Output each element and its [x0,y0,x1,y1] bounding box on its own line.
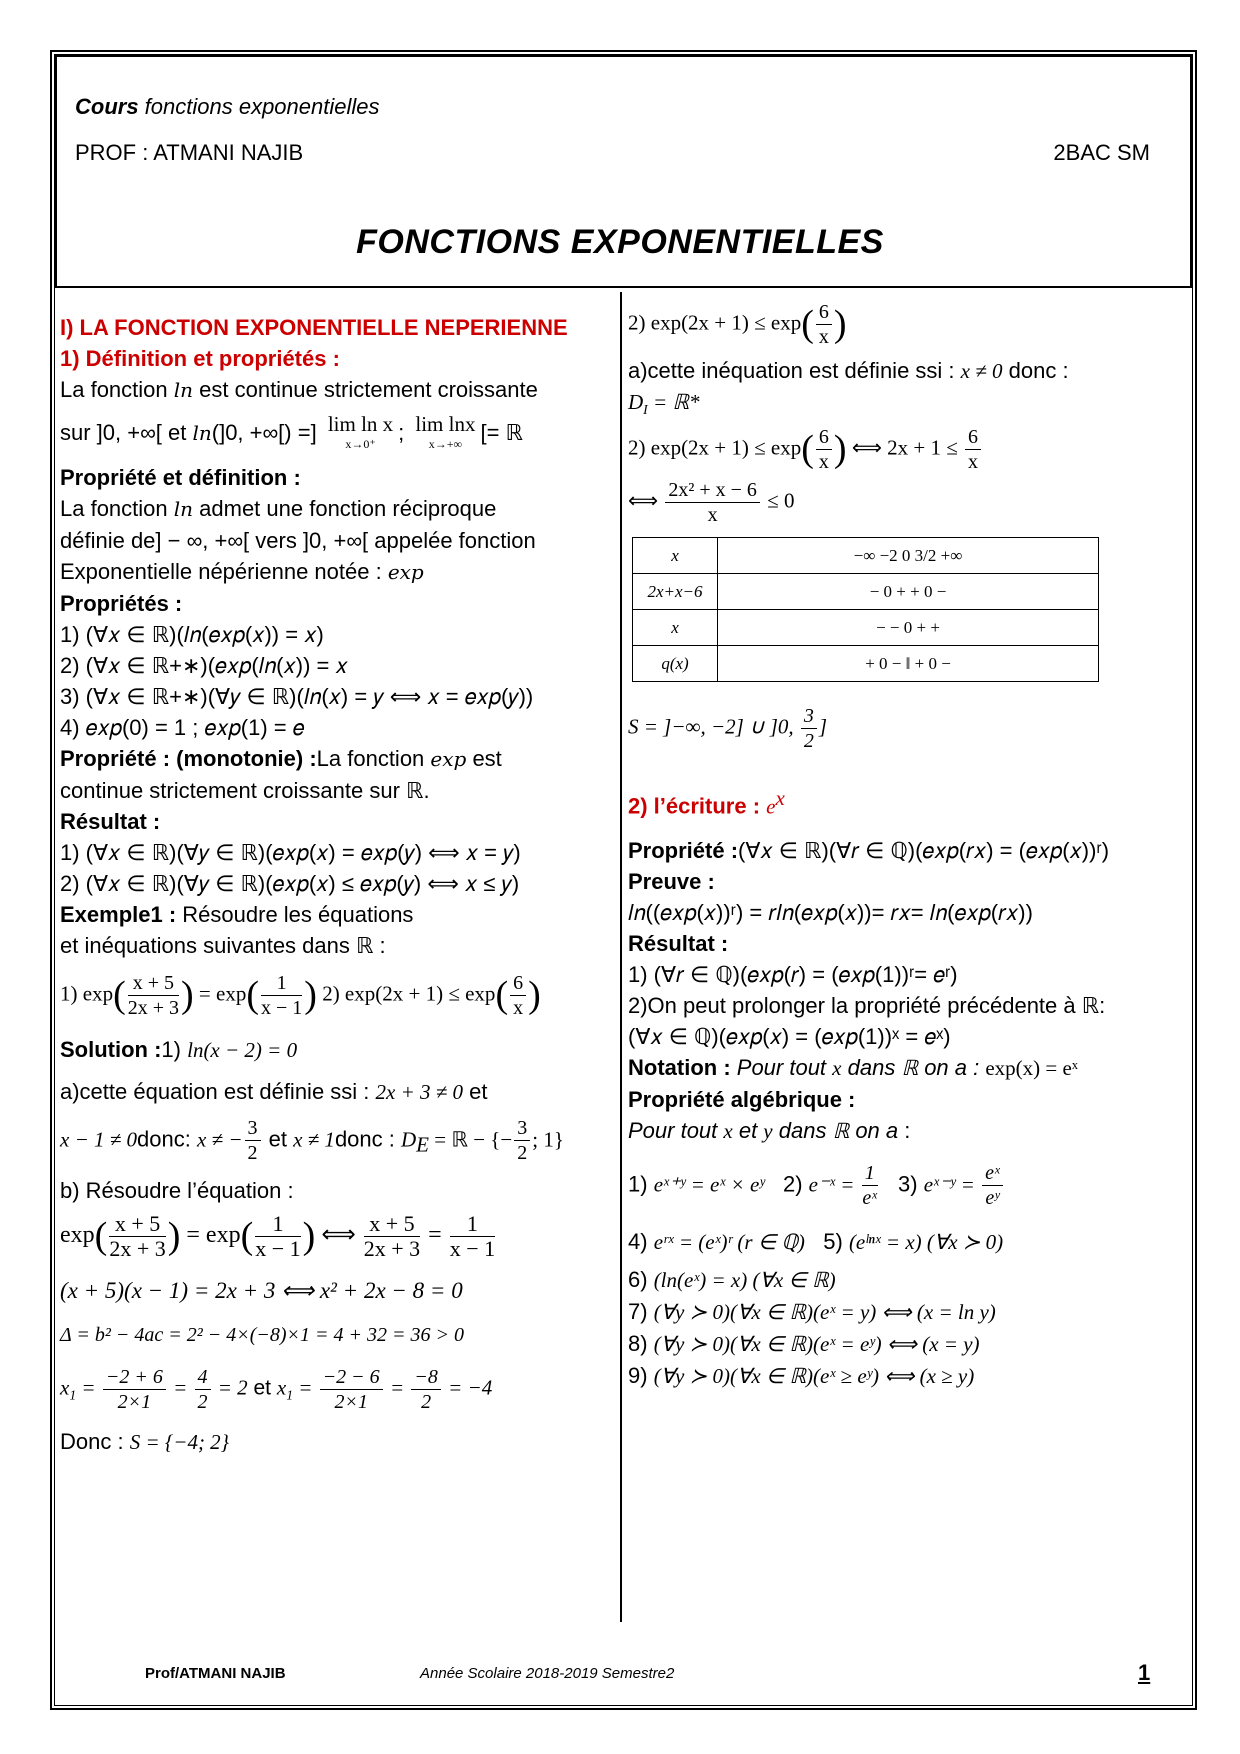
equation: exp( $\frac{x + 5}{2x + 3}$ ) = exp( $\frac{1}{x - 1}$ ) ⟺ $\frac{x + 5}{2x + 3}$ = $\frac{1}{x - 1}$ [60,1211,496,1261]
formula-row: 8) (∀y ≻ 0)(∀x ∈ ℝ)(eˣ = eʸ) ⟺ (x = y) [628,1330,980,1356]
equation: Δ = b² − 4ac = 2² − 4×(−8)×1 = 4 + 32 = 36 > 0 [60,1324,465,1346]
result-item: 2) (∀𝑥 ∈ ℝ)(∀𝑦 ∈ ℝ)(𝑒𝑥𝑝(𝑥) ≤ 𝑒𝑥𝑝(𝑦) ⟺ 𝑥 ≤ 𝑦) [60,871,520,896]
paragraph: La fonction ln admet une fonction réciproque [60,496,497,521]
equation: 2) exp(2x + 1) ≤ exp( $\frac{6}{x}$ ) [628,301,847,348]
proof: 𝑙𝑛((𝑒𝑥𝑝(𝑥))ʳ) = 𝑟𝑙𝑛(𝑒𝑥𝑝(𝑥))= 𝑟𝑥= 𝑙𝑛(𝑒𝑥𝑝(𝑟𝑥)) [628,899,1033,925]
table-row: 2x+x−6 − 0 + + 0 − [633,574,1099,610]
property-item: 2) (∀𝑥 ∈ ℝ+∗)(𝑒𝑥𝑝(𝑙𝑛(𝑥)) = 𝑥 [60,653,348,678]
professor-name: PROF : ATMANI NAJIB [75,140,304,165]
paragraph: b) Résoudre l’équation : [60,1178,294,1203]
course-label: Cours fonctions exponentielles [75,94,380,119]
paragraph: Exemple1 : Résoudre les équations [60,902,414,927]
left-column [60,312,615,1458]
subsection-title: 2) l’écriture : $e^x$ [628,786,785,819]
heading: Preuve : [628,868,715,894]
paragraph: continue strictement croissante sur ℝ. [60,778,430,803]
heading: Propriétés : [60,591,183,616]
result-item: (∀𝑥 ∈ ℚ)(𝑒𝑥𝑝(𝑥) = (𝑒𝑥𝑝(1))ˣ = 𝑒ˣ) [628,1023,951,1049]
paragraph: Solution :1) ln(x − 2) = 0 [60,1037,298,1062]
column-divider [620,292,622,1622]
paragraph: et inéquations suivantes dans ℝ : [60,933,386,958]
property-item: 1) (∀𝑥 ∈ ℝ)(𝑙𝑛(𝑒𝑥𝑝(𝑥)) = 𝑥) [60,622,324,647]
result-item: 1) (∀𝑥 ∈ ℝ)(∀𝑦 ∈ ℝ)(𝑒𝑥𝑝(𝑥) = 𝑒𝑥𝑝(𝑦) ⟺ 𝑥 = 𝑦) [60,840,521,865]
paragraph: sur ]0, +∞[ et ln(]0, +∞[) =] lim ln x x→0⁺ ; lim lnx x→+∞ [= ℝ [60,412,523,451]
formula-row: 7) (∀y ≻ 0)(∀x ∈ ℝ)(eˣ = y) ⟺ (x = ln y) [628,1298,996,1324]
paragraph: a)cette inéquation est définie ssi : x ≠ 0 donc : [628,358,1069,383]
domain: $D_I$ = ℝ* [628,390,700,418]
paragraph: Exponentielle népérienne notée : exp [60,559,424,584]
class-level: 2BAC SM [1053,140,1150,165]
result-item: 2)On peut prolonger la propriété précédente à ℝ: [628,992,1106,1018]
formula-row: 9) (∀y ≻ 0)(∀x ∈ ℝ)(eˣ ≥ eʸ) ⟺ (x ≥ y) [628,1362,975,1388]
solution-set: S = ]−∞, −2] ∪ ]0, $\frac{3}{2}$ ] [628,705,828,753]
property: Propriété :(∀𝑥 ∈ ℝ)(∀𝑟 ∈ ℚ)(𝑒𝑥𝑝(𝑟𝑥) = (𝑒𝑥𝑝(𝑥))ʳ) [628,837,1110,863]
page-title: FONCTIONS EXPONENTIELLES [356,223,884,261]
table-row: x −∞ −2 0 3/2 +∞ [633,538,1099,574]
equation: ⟺ $\frac{\text{2x² + x − 6}}{x}$ ≤ 0 [628,479,795,527]
page-number: 1 [1138,1660,1151,1685]
paragraph: x − 1 ≠ 0donc: x ≠ − $\frac{3}{2}$ et x ≠ 1donc : $D_E$ = ℝ − {− $\frac{3}{2}$ ; 1} [60,1117,564,1164]
paragraph: Pour tout x et y dans ℝ on a : [628,1117,911,1143]
equation: $x_1$ = $\frac{-2 + 6}{2\times 1}$ = $\frac{4}{2}$ = 2 et $x_1$ = $\frac{-2 - 6}{2\times 1}$ = $\frac{-8}{2}$ = −4 [60,1366,493,1413]
heading: Résultat : [628,930,729,956]
equation: (x + 5)(x − 1) = 2x + 3 ⟺ x² + 2x − 8 = 0 [60,1278,463,1303]
paragraph: Propriété : (monotonie) :La fonction exp est [60,746,502,771]
property-item: 4) 𝑒𝑥𝑝(0) = 1 ; 𝑒𝑥𝑝(1) = 𝑒 [60,715,305,740]
paragraph: définie de] − ∞, +∞[ vers ]0, +∞[ appelée fonction [60,528,536,553]
table-row: q(x) + 0 − ‖ + 0 − [633,646,1099,682]
heading: Résultat : [60,809,161,834]
table-row: x − − 0 + + [633,610,1099,646]
footer-author: Prof/ATMANI NAJIB [145,1665,286,1682]
formula-row: 1) eˣ⁺ʸ = eˣ × eʸ 2) e⁻ˣ = $\frac{1}{\text{eˣ}}$ 3) eˣ⁻ʸ = $\frac{\text{eˣ}}{\text{eʸ}}$ [628,1161,1188,1210]
conclusion: Donc : S = {−4; 2} [60,1429,230,1454]
property-item: 3) (∀𝑥 ∈ ℝ+∗)(∀𝑦 ∈ ℝ)(𝑙𝑛(𝑥) = 𝑦 ⟺ 𝑥 = 𝑒𝑥𝑝(𝑦)) [60,684,534,709]
paragraph: a)cette équation est définie ssi : 2x + 3 ≠ 0 et [60,1079,488,1104]
equation: 1) exp( $\frac{x + 5}{2x + 3}$ ) = exp( $\frac{1}{x - 1}$ ) 2) exp(2x + 1) ≤ exp( $\frac{6}{x}$ ) [60,972,541,1019]
equation: 2) exp(2x + 1) ≤ exp( $\frac{6}{x}$ ) ⟺ 2x + 1 ≤ $\frac{6}{x}$ [628,425,1188,474]
footer-school-year: Année Scolaire 2018-2019 Semestre2 [420,1665,675,1682]
paragraph: La fonction ln est continue strictement croissante [60,377,538,402]
section-title: I) LA FONCTION EXPONENTIELLE NEPERIENNE [60,315,568,340]
right-column [628,300,1188,1392]
subsection-title: 1) Définition et propriétés : [60,346,340,371]
sign-table [632,537,1099,682]
result-item: 1) (∀𝑟 ∈ ℚ)(𝑒𝑥𝑝(𝑟) = (𝑒𝑥𝑝(1))ʳ= 𝑒ʳ) [628,961,958,987]
formula-row: 6) (ln(eˣ) = x) (∀x ∈ ℝ) [628,1266,836,1292]
heading: Propriété algébrique : [628,1086,856,1112]
notation: Notation : Pour tout x dans ℝ on a : exp(x) = eˣ [628,1054,1078,1080]
formula-row: 4) eʳˣ = (eˣ)ʳ (r ∈ ℚ) 5) (eˡⁿˣ = x) (∀x ≻ 0) [628,1228,1004,1254]
heading: Propriété et définition : [60,465,301,490]
